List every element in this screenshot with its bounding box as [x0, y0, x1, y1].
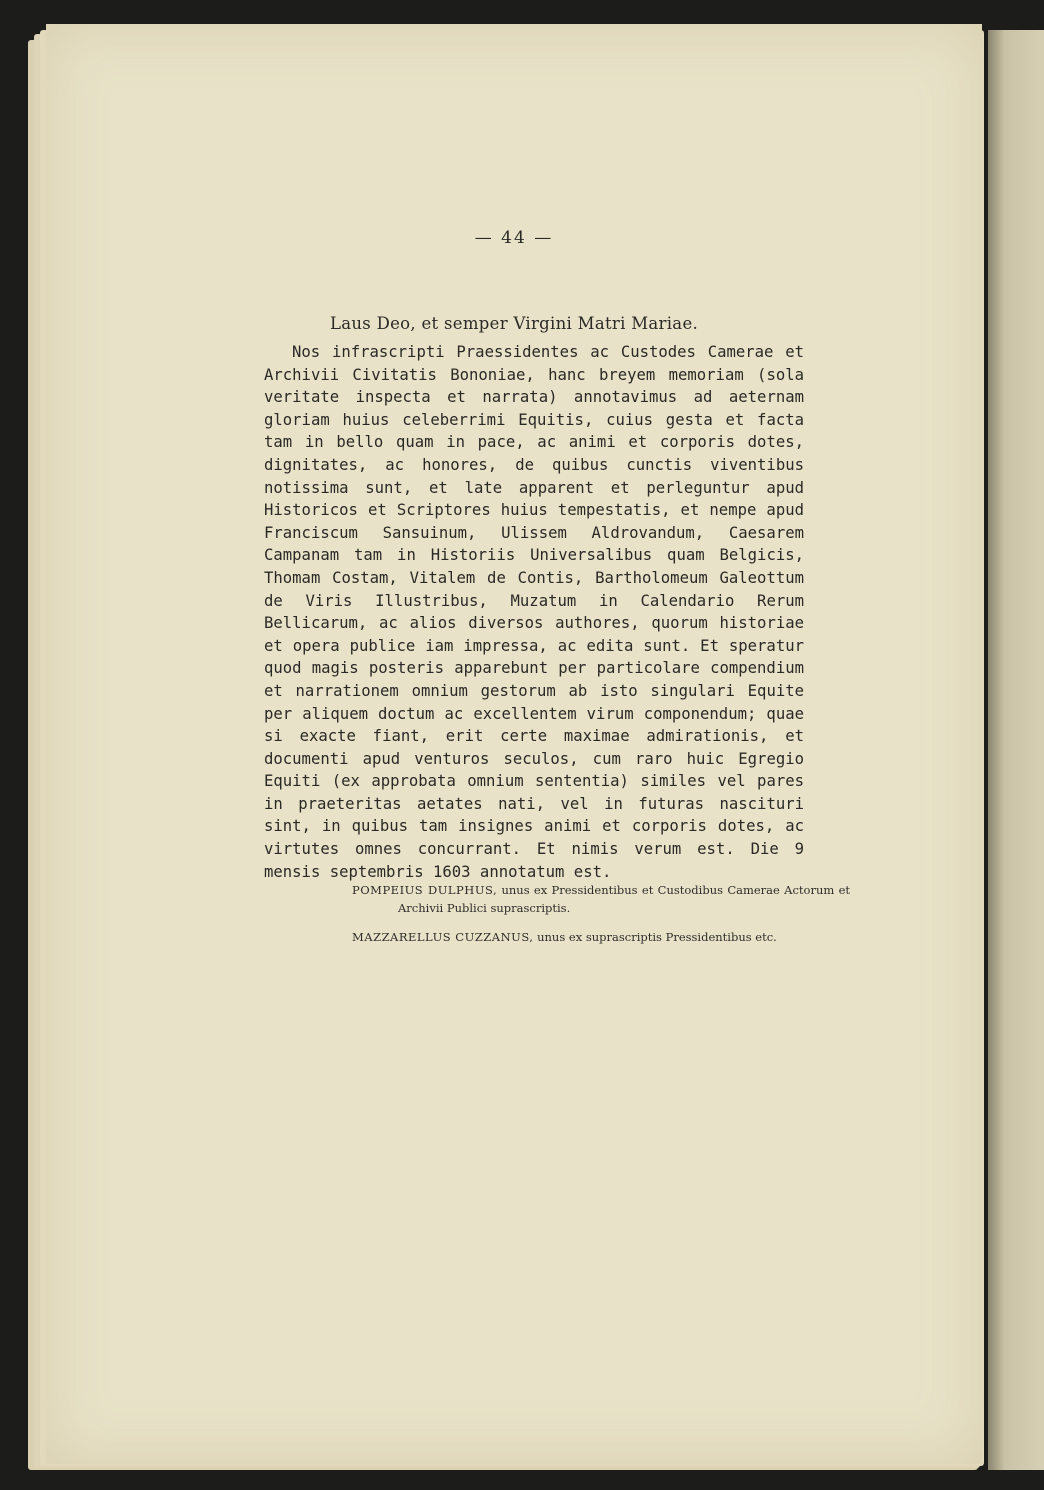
signature-text: unus ex suprascriptis Pressidentibus etc. [537, 930, 777, 944]
signature-text: unus ex Pressidentibus et Custodibus Camerae Actorum et Archivii Publici suprascriptis. [398, 883, 851, 915]
signature-block [352, 928, 850, 946]
page-number: — 44 — [474, 228, 554, 248]
signature-block [352, 881, 850, 917]
body-paragraph: Nos infrascripti Praessidentes ac Custodes Camerae et Archivii Civitatis Bononiae, hanc breyem memoriam (sola veritate inspecta et narrata) annotavimus ad aeternam gloriam huius celeberrimi Equitis, cuius gesta et facta tam in bello quam in pace, ac animi et corporis dotes, dignitates, ac honores, de quibus cunctis viventibus notissima sunt, et late apparent et perleguntur apud Historicos et Scriptores huius tempestatis, et nempe apud Franciscum Sansuinum, Ulissem Aldrovandum, Caesarem Campanam tam in Historiis Universalibus quam Belgicis, Thomam Costam, Vitalem de Contis, Bartholomeum Galeottum de Viris Illustribus, Muzatum in Calendario Rerum Bellicarum, ac alios diversos authores, quorum historiae et opera publice iam impressa, ac edita sunt. Et speratur quod magis posteris apparebunt per particolare compendium et narrationem omnium gestorum ab isto singulari Equite per aliquem doctum ac excellentem virum componendum; quae si exacte fiant, erit certe maximae admirationis, et documenti apud venturos seculos, cum raro huic Egregio Equiti (ex approbata omnium sententia) similes vel pares in praeteritas aetates nati, vel in futuras nascituri sint, in quibus tam insignes animi et corporis dotes, ac virtutes omnes concurrant. Et nimis verum est. Die 9 mensis septembris 1603 annotatum est. [264, 343, 804, 881]
signature-name: MAZZARELLUS CUZZANUS, [352, 930, 534, 944]
page-heading: Laus Deo, et semper Virgini Matri Mariae. [329, 314, 699, 333]
adjacent-page-edge [988, 30, 1044, 1470]
signature-name: POMPEIUS DULPHUS, [352, 883, 498, 897]
